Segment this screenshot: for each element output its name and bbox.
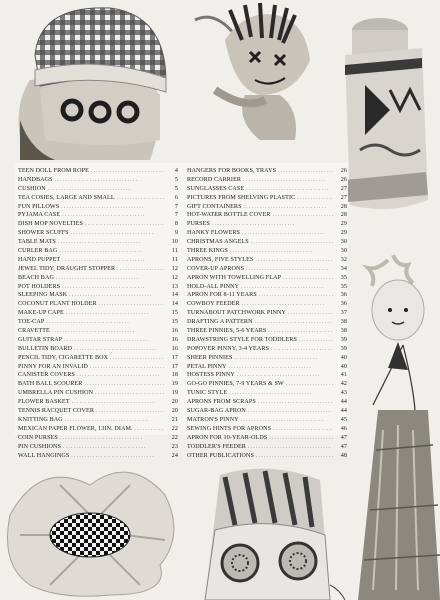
toc-entry-title: TURNABOUT PATCHWORK PINNY xyxy=(187,310,286,317)
photo-knitting-bag xyxy=(190,465,350,600)
toc-entry-title: DRAFTING A PATTERN xyxy=(187,319,253,326)
toc-entry-title: TOE-CAP xyxy=(18,319,45,326)
toc-entry-title: APRON FOR 8-11 YEARS xyxy=(187,292,257,299)
toc-entry-page: 44 xyxy=(340,399,347,406)
toc-entry-title: APRON FOR 10-YEAR-OLDS xyxy=(187,434,268,441)
toc-entry-page: 18 xyxy=(171,372,178,379)
toc-leader-dots xyxy=(95,390,164,399)
toc-leader-dots xyxy=(96,408,164,417)
toc-entry xyxy=(187,203,347,212)
toc-entry-page: 26 xyxy=(340,176,347,183)
toc-entry-title: CANISTER COVERS xyxy=(18,372,75,379)
toc-entry xyxy=(187,416,347,425)
toc-entry-title: UMBRELLA PIN CUSHION xyxy=(18,390,94,397)
toc-leader-dots xyxy=(248,408,333,417)
toc-entry xyxy=(18,380,178,389)
toc-entry xyxy=(18,185,178,194)
toc-entry-page: 30 xyxy=(340,248,347,255)
photo-clown-doll xyxy=(348,250,440,600)
toc-entry xyxy=(18,203,178,212)
toc-leader-dots xyxy=(46,319,164,328)
toc-entry-title: SHOWER SCUFFS xyxy=(18,230,69,237)
toc-entry-page: 35 xyxy=(340,283,347,290)
toc-entry-title: PIN CUSHIONS xyxy=(18,443,62,450)
toc-entry-page: 5 xyxy=(174,176,178,183)
toc-leader-dots xyxy=(259,292,333,301)
toc-leader-dots xyxy=(288,310,333,319)
toc-entry-title: TENNIS RACQUET COVER xyxy=(18,408,95,415)
toc-entry-title: PENCIL TIDY, CIGARETTE BOX xyxy=(18,354,109,361)
toc-entry xyxy=(187,256,347,265)
toc-leader-dots xyxy=(255,257,333,266)
toc-leader-dots xyxy=(77,372,164,381)
toc-entry-page: 11 xyxy=(171,256,178,263)
toc-entry-title: BATH BALL SCOURER xyxy=(18,381,83,388)
toc-entry-page: 20 xyxy=(171,399,178,406)
toc-entry-page: 5 xyxy=(174,185,178,192)
toc-entry-page: 34 xyxy=(340,265,347,272)
toc-entry-title: TUNIC STYLE xyxy=(187,390,228,397)
toc-entry-page: 14 xyxy=(171,301,178,308)
toc-entry-page: 36 xyxy=(340,292,347,299)
toc-entry xyxy=(18,416,178,425)
toc-entry-page: 8 xyxy=(174,221,178,228)
toc-entry-title: PINNY FOR AN INVALID xyxy=(18,363,88,370)
toc-column-right xyxy=(187,167,347,460)
toc-entry-page: 27 xyxy=(340,194,347,201)
toc-entry-page: 17 xyxy=(171,363,178,370)
toc-entry xyxy=(187,238,347,247)
toc-entry xyxy=(187,425,347,434)
toc-leader-dots xyxy=(135,426,164,435)
toc-entry xyxy=(187,318,347,327)
toc-entry xyxy=(187,211,347,220)
toc-entry-page: 40 xyxy=(340,354,347,361)
toc-entry-page: 43 xyxy=(340,390,347,397)
toc-entry xyxy=(18,443,178,452)
toc-entry-title: SEWING HINTS FOR APRONS xyxy=(187,425,272,432)
toc-entry-title: APRONS FROM SCRAPS xyxy=(187,399,256,406)
toc-entry-page: 15 xyxy=(171,310,178,317)
toc-entry-title: GUITAR STRAP xyxy=(18,336,63,343)
toc-entry-page: 22 xyxy=(171,425,178,432)
toc-entry-title: JEWEL TIDY, DRAUGHT STOPPER xyxy=(18,265,116,272)
toc-leader-dots xyxy=(278,168,333,177)
toc-entry-title: POPOVER PINNY, 3-4 YEARS xyxy=(187,345,269,352)
toc-entry xyxy=(187,185,347,194)
toc-entry-page: 39 xyxy=(340,345,347,352)
toc-entry xyxy=(187,443,347,452)
toc-entry xyxy=(18,229,178,238)
toc-entry-page: 28 xyxy=(340,203,347,210)
toc-entry xyxy=(18,425,178,434)
toc-leader-dots xyxy=(62,284,164,293)
toc-entry-page: 27 xyxy=(340,185,347,192)
toc-entry xyxy=(187,220,347,229)
toc-leader-dots xyxy=(269,435,333,444)
toc-entry xyxy=(187,167,347,176)
toc-entry xyxy=(187,194,347,203)
toc-leader-dots xyxy=(251,239,333,248)
toc-entry xyxy=(187,247,347,256)
toc-entry-page: 47 xyxy=(340,434,347,441)
toc-entry xyxy=(187,354,347,363)
toc-entry xyxy=(18,398,178,407)
toc-entry-title: HANKY FLOWERS xyxy=(187,230,241,237)
toc-leader-dots xyxy=(90,364,164,373)
toc-entry-title: THREE PINNIES, 5-6 YEARS xyxy=(187,328,267,335)
toc-entry-page: 24 xyxy=(171,452,178,459)
toc-leader-dots xyxy=(229,364,334,373)
toc-entry-page: 44 xyxy=(340,408,347,415)
toc-leader-dots xyxy=(243,177,333,186)
toc-leader-dots xyxy=(64,337,164,346)
toc-leader-dots xyxy=(56,275,164,284)
toc-entry-title: CUSHION xyxy=(18,185,46,192)
toc-entry-title: POT HOLDERS xyxy=(18,283,61,290)
toc-entry-title: COIN PURSES xyxy=(18,434,58,441)
toc-entry xyxy=(187,398,347,407)
toc-entry-title: DRAWSTRING STYLE FOR TODDLERS xyxy=(187,336,298,343)
toc-leader-dots xyxy=(66,310,164,319)
toc-leader-dots xyxy=(55,177,164,186)
toc-entry-page: 38 xyxy=(340,328,347,335)
toc-entry-title: CHRISTMAS ANGELS xyxy=(187,239,249,246)
toc-entry xyxy=(18,194,178,203)
toc-entry-title: COCONUT PLANT HOLDER xyxy=(18,301,97,308)
toc-entry xyxy=(18,274,178,283)
toc-leader-dots xyxy=(283,275,333,284)
toc-entry xyxy=(187,363,347,372)
toc-entry-title: SUNGLASSES CASE xyxy=(187,185,245,192)
toc-leader-dots xyxy=(234,355,333,364)
toc-entry xyxy=(187,300,347,309)
toc-leader-dots xyxy=(273,426,333,435)
toc-entry-page: 13 xyxy=(171,283,178,290)
toc-entry-title: WALL HANGINGS xyxy=(18,452,70,459)
toc-entry-page: 42 xyxy=(340,381,347,388)
toc-entry-title: PICTURES FROM SHELVING PLASTIC xyxy=(187,194,296,201)
toc-entry-page: 7 xyxy=(174,212,178,219)
toc-entry-page: 41 xyxy=(340,372,347,379)
toc-entry-title: GO-GO PINNIES, 7-9 YEARS & SW xyxy=(187,381,284,388)
toc-entry-title: MEXICAN PAPER FLOWER, 13IN. DIAM. xyxy=(18,425,133,432)
toc-entry-page: 21 xyxy=(171,416,178,423)
toc-entry xyxy=(18,256,178,265)
toc-entry-page: 38 xyxy=(340,319,347,326)
toc-entry-page: 30 xyxy=(340,239,347,246)
toc-entry-page: 17 xyxy=(171,354,178,361)
toc-entry-page: 23 xyxy=(171,443,178,450)
toc-entry xyxy=(187,176,347,185)
toc-entry xyxy=(187,327,347,336)
toc-entry-page: 29 xyxy=(340,221,347,228)
toc-entry-title: BEACH BAG xyxy=(18,274,54,281)
toc-leader-dots xyxy=(256,453,333,462)
toc-entry-title: PURSES xyxy=(187,221,210,228)
toc-entry-page: 19 xyxy=(171,390,178,397)
toc-entry-title: GIFT CONTAINERS xyxy=(187,203,242,210)
toc-entry xyxy=(187,274,347,283)
toc-entry xyxy=(187,291,347,300)
toc-entry-title: CRAVETTE xyxy=(18,328,50,335)
toc-entry-title: BULLETIN BOARD xyxy=(18,345,73,352)
toc-entry-page: 12 xyxy=(171,265,178,272)
toc-entry xyxy=(18,247,178,256)
toc-entry-page: 47 xyxy=(340,443,347,450)
toc-entry-title: SUGAR-BAG APRON xyxy=(187,408,246,415)
toc-entry-page: 16 xyxy=(171,345,178,352)
toc-leader-dots xyxy=(52,328,164,337)
toc-entry-page: 36 xyxy=(340,301,347,308)
toc-entry-title: MATRON'S PINNY xyxy=(187,416,239,423)
table-of-contents xyxy=(15,163,348,459)
toc-leader-dots xyxy=(297,195,333,204)
toc-entry-page: 28 xyxy=(340,212,347,219)
toc-entry-page: 46 xyxy=(340,425,347,432)
toc-entry xyxy=(18,283,178,292)
toc-entry-page: 12 xyxy=(171,274,178,281)
toc-entry xyxy=(187,434,347,443)
toc-entry-title: HOT-WATER BOTTLE COVER xyxy=(187,212,271,219)
toc-entry xyxy=(187,371,347,380)
toc-entry-title: DISH MOP NOVELTIES xyxy=(18,221,83,228)
toc-entry xyxy=(18,318,178,327)
toc-leader-dots xyxy=(85,221,164,230)
toc-entry-page: 29 xyxy=(340,230,347,237)
toc-leader-dots xyxy=(258,399,333,408)
toc-entry-page: 48 xyxy=(340,452,347,459)
toc-entry-title: APRON WITH TOWELLING FLAP xyxy=(187,274,282,281)
toc-leader-dots xyxy=(117,195,164,204)
toc-entry-page: 40 xyxy=(340,363,347,370)
toc-entry-title: THREE KINGS xyxy=(187,248,228,255)
toc-entry xyxy=(18,371,178,380)
toc-entry xyxy=(18,345,178,354)
toc-entry xyxy=(18,389,178,398)
toc-entry-title: TABLE MATS xyxy=(18,239,56,246)
toc-leader-dots xyxy=(248,444,333,453)
toc-leader-dots xyxy=(60,435,164,444)
toc-entry-page: 4 xyxy=(174,168,178,174)
toc-leader-dots xyxy=(84,381,164,390)
toc-entry xyxy=(18,336,178,345)
toc-entry xyxy=(18,407,178,416)
toc-entry-title: HANGERS FOR BOOKS, TRAYS xyxy=(187,168,277,174)
toc-entry-page: 39 xyxy=(340,336,347,343)
toc-entry xyxy=(187,380,347,389)
toc-leader-dots xyxy=(61,204,164,213)
toc-entry xyxy=(187,389,347,398)
toc-entry-title: HOLD-ALL PINNY xyxy=(187,283,240,290)
toc-entry-title: CURLER BAG xyxy=(18,248,58,255)
toc-entry-title: MAKE-UP CAPE xyxy=(18,310,64,317)
toc-entry-page: 26 xyxy=(340,168,347,174)
toc-entry-title: FUN PILLOWS xyxy=(18,203,60,210)
toc-entry-page: 6 xyxy=(174,194,178,201)
toc-entry-page: 37 xyxy=(340,310,347,317)
toc-entry-title: TEA COSIES, LARGE AND SMALL xyxy=(18,194,115,201)
toc-entry xyxy=(187,265,347,274)
toc-entry xyxy=(18,327,178,336)
photo-fabric-flower xyxy=(0,455,185,600)
toc-entry-title: COWBOY FEEDER xyxy=(187,301,240,308)
toc-entry-title: KNITTING BAG xyxy=(18,416,63,423)
toc-entry xyxy=(18,300,178,309)
toc-entry xyxy=(18,220,178,229)
toc-entry xyxy=(18,211,178,220)
toc-entry xyxy=(187,407,347,416)
toc-entry-title: TEEN DOLL FROM ROPE xyxy=(18,168,89,174)
toc-leader-dots xyxy=(71,230,164,239)
toc-leader-dots xyxy=(99,301,164,310)
toc-entry-page: 9 xyxy=(174,230,178,237)
toc-leader-dots xyxy=(299,337,333,346)
toc-leader-dots xyxy=(110,355,164,364)
toc-entry-page: 32 xyxy=(340,256,347,263)
toc-entry-title: FLOWER BASKET xyxy=(18,399,70,406)
toc-entry xyxy=(187,336,347,345)
toc-entry-page: 22 xyxy=(171,434,178,441)
toc-entry xyxy=(187,283,347,292)
toc-leader-dots xyxy=(271,346,333,355)
toc-leader-dots xyxy=(91,168,164,177)
toc-entry-page: 10 xyxy=(171,239,178,246)
toc-entry-page: 35 xyxy=(340,274,347,281)
toc-entry-page: 14 xyxy=(171,292,178,299)
toc-entry-title: HAND PUPPET xyxy=(18,256,61,263)
toc-leader-dots xyxy=(273,212,333,221)
toc-entry xyxy=(18,434,178,443)
toc-entry xyxy=(18,354,178,363)
toc-entry-title: PETAL PINNY xyxy=(187,363,227,370)
toc-leader-dots xyxy=(242,230,333,239)
toc-entry-title: HANDBAGS xyxy=(18,176,53,183)
toc-column-left xyxy=(18,167,178,460)
toc-entry-title: HOSTESS PINNY xyxy=(187,372,235,379)
toc-entry xyxy=(187,229,347,238)
toc-entry xyxy=(18,363,178,372)
toc-entry-page: 20 xyxy=(171,408,178,415)
toc-entry-page: 45 xyxy=(340,416,347,423)
toc-entry-page: 15 xyxy=(171,319,178,326)
photo-teen-doll xyxy=(0,0,170,160)
toc-entry-title: SHEER PINNIES xyxy=(187,354,233,361)
toc-entry xyxy=(187,452,347,461)
toc-entry-title: TODDLER'S FEEDER xyxy=(187,443,246,450)
toc-entry xyxy=(18,265,178,274)
toc-entry-page: 16 xyxy=(171,336,178,343)
toc-entry xyxy=(18,238,178,247)
toc-entry xyxy=(187,345,347,354)
toc-leader-dots xyxy=(117,266,164,275)
photo-rag-doll xyxy=(175,0,330,140)
toc-entry-title: RECORD CARRIER xyxy=(187,176,242,183)
toc-entry-title: COVER-UP APRONS xyxy=(187,265,244,272)
toc-leader-dots xyxy=(286,381,333,390)
toc-entry-title: PYJAMA CASE xyxy=(18,212,61,219)
toc-leader-dots xyxy=(58,239,164,248)
toc-entry-page: 16 xyxy=(171,328,178,335)
toc-leader-dots xyxy=(63,444,164,453)
toc-entry-page: 11 xyxy=(171,248,178,255)
toc-leader-dots xyxy=(59,248,164,257)
toc-entry xyxy=(18,291,178,300)
toc-entry xyxy=(187,309,347,318)
toc-entry xyxy=(18,167,178,176)
toc-entry xyxy=(18,176,178,185)
toc-entry xyxy=(18,309,178,318)
toc-entry-page: 19 xyxy=(171,381,178,388)
toc-entry-title: SLEEPING MASK xyxy=(18,292,68,299)
toc-entry-page: 7 xyxy=(174,203,178,210)
toc-entry-title: OTHER PUBLICATIONS xyxy=(187,452,254,459)
toc-entry-title: APRONS, FIVE STYLES xyxy=(187,256,254,263)
